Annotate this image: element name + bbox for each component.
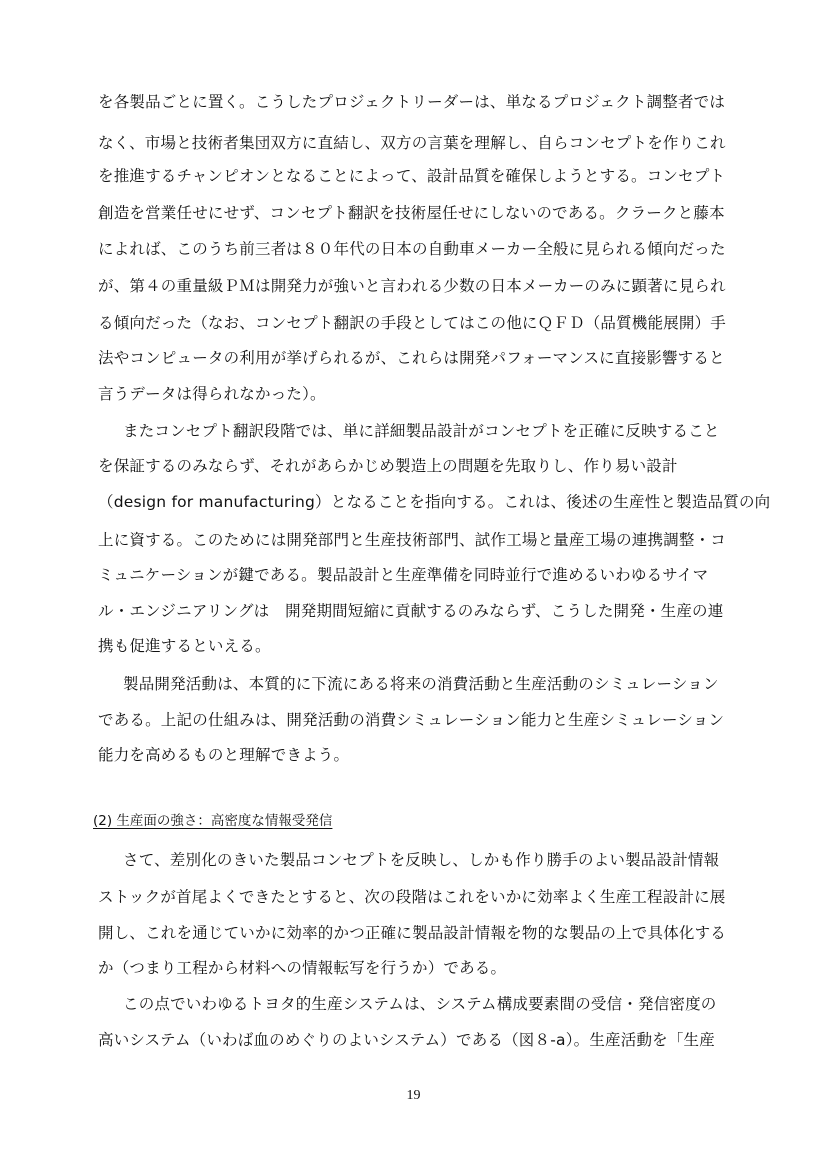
- text-line: が、第４の重量級ＰＭは開発力が強いと言われる少数の日本メーカーのみに顕著に見られ: [98, 277, 726, 295]
- text-line: なく、市場と技術者集団双方に直結し、双方の言葉を理解し、自らコンセプトを作りこれ: [98, 134, 726, 152]
- text-line: によれば、このうち前三者は８０年代の日本の自動車メーカー全般に見られる傾向だった: [98, 240, 726, 258]
- text-line: さて、差別化のきいた製品コンセプトを反映し、しかも作り勝手のよい製品設計情報: [123, 851, 720, 869]
- text-line: 創造を営業任せにせず、コンセプト翻訳を技術屋任せにしないのである。クラークと藤本: [98, 204, 725, 222]
- text-line: 高いシステム（いわば血のめぐりのよいシステム）である（図８-a）。生産活動を「生産: [98, 1031, 715, 1049]
- text-line: この点でいわゆるトヨタ的生産システムは、システム構成要素間の受信・発信密度の: [123, 995, 717, 1013]
- page-number: 19: [406, 1088, 421, 1103]
- section-heading: (2) 生産面の強さ：高密度な情報受発信: [93, 813, 333, 829]
- text-line: 言うデータは得られなかった）。: [98, 385, 326, 403]
- text-line: る傾向だった（なお、コンセプト翻訳の手段としてはこの他にＱＦＤ（品質機能展開）手: [98, 314, 727, 332]
- text-line: ストックが首尾よくできたとすると、次の段階はこれをいかに効率よく生産工程設計に展: [98, 888, 726, 906]
- text-line: を推進するチャンピオンとなることによって、設計品質を確保しようとする。コンセプト: [98, 167, 726, 185]
- text-line: ル・エンジニアリングは 開発期間短縮に貢献するのみならず、こうした開発・生産の連: [98, 602, 724, 620]
- text-line: である。上記の仕組みは、開発活動の消費シミュレーション能力と生産シミュレーション: [98, 711, 725, 729]
- text-line: （design for manufacturing）となることを指向する。これは、後述の生産性と製造品質の向: [98, 493, 771, 511]
- text-line: を各製品ごとに置く。こうしたプロジェクトリーダーは、単なるプロジェクト調整者では: [98, 93, 726, 111]
- text-line: 能力を高めるものと理解できよう。: [98, 746, 350, 764]
- text-line: を保証するのみならず、それがあらかじめ製造上の問題を先取りし、作り易い設計: [98, 457, 678, 475]
- text-line: 製品開発活動は、本質的に下流にある将来の消費活動と生産活動のシミュレーション: [123, 675, 719, 693]
- text-line: ミュニケーションが鍵である。製品設計と生産準備を同時並行で進めるいわゆるサイマ: [98, 566, 709, 584]
- text-line: 上に資する。このためには開発部門と生産技術部門、試作工場と量産工場の連携調整・コ: [98, 531, 727, 549]
- text-line: またコンセプト翻訳段階では、単に詳細製品設計がコンセプトを正確に反映すること: [123, 422, 720, 440]
- text-line: 携も促進するといえる。: [98, 637, 271, 655]
- text-line: 法やコンピュータの利用が挙げられるが、これらは開発パフォーマンスに直接影響すると: [98, 349, 725, 367]
- text-line: 開し、これを通じていかに効率的かつ正確に製品設計情報を物的な製品の上で具体化する: [98, 924, 727, 942]
- text-line: か（つまり工程から材料への情報転写を行うか）である。: [98, 959, 507, 977]
